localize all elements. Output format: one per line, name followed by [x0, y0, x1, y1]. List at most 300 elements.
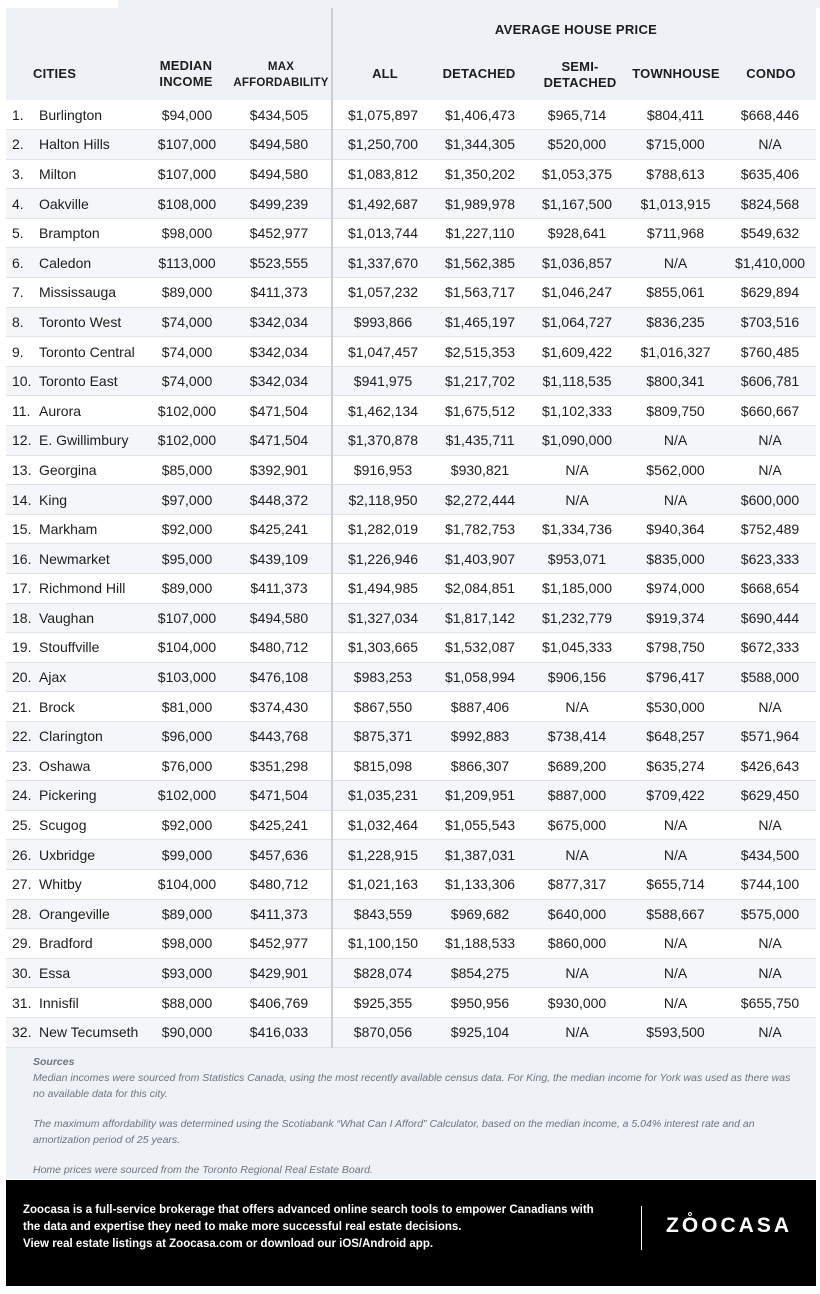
price-townhouse-cell: N/A [627, 929, 724, 959]
price-condo-cell: $600,000 [724, 485, 816, 515]
price-condo-cell: N/A [724, 810, 816, 840]
max-affordability-cell: $452,977 [227, 929, 332, 959]
price-semi-detached-cell: $860,000 [527, 929, 627, 959]
price-semi-detached-cell: $877,317 [527, 869, 627, 899]
price-condo-cell: $760,485 [724, 337, 816, 367]
price-condo-cell: $744,100 [724, 869, 816, 899]
price-semi-detached-cell: $675,000 [527, 810, 627, 840]
header-cities: CITIES [33, 66, 77, 81]
max-affordability-cell: $476,108 [227, 662, 332, 692]
price-semi-detached-cell: N/A [527, 455, 627, 485]
zoocasa-logo: ZO̊OCASA [666, 1214, 792, 1237]
price-detached-cell: $1,532,087 [433, 633, 527, 663]
price-all-cell: $1,337,670 [332, 248, 433, 278]
sources-section [6, 1048, 816, 1179]
row-number-cell: 19. [6, 633, 37, 663]
row-number-cell: 7. [6, 278, 37, 308]
header-detached: DETACHED [442, 66, 516, 81]
median-income-cell: $104,000 [147, 633, 227, 663]
header-all: ALL [372, 66, 398, 81]
price-townhouse-cell: $919,374 [627, 603, 724, 633]
price-semi-detached-cell: $953,071 [527, 544, 627, 574]
median-income-cell: $74,000 [147, 366, 227, 396]
price-condo-cell: $629,894 [724, 278, 816, 308]
max-affordability-cell: $416,033 [227, 1017, 332, 1047]
price-townhouse-cell: $588,667 [627, 899, 724, 929]
price-townhouse-cell: $855,061 [627, 278, 724, 308]
max-affordability-cell: $392,901 [227, 455, 332, 485]
table-row [6, 958, 816, 988]
max-affordability-cell: $448,372 [227, 485, 332, 515]
max-affordability-cell: $494,580 [227, 159, 332, 189]
median-income-cell: $99,000 [147, 840, 227, 870]
median-income-cell: $92,000 [147, 810, 227, 840]
city-name-cell: Milton [37, 159, 147, 189]
max-affordability-cell: $342,034 [227, 337, 332, 367]
price-semi-detached-cell: $738,414 [527, 721, 627, 751]
median-income-cell: $108,000 [147, 189, 227, 219]
city-name-cell: Oshawa [37, 751, 147, 781]
price-semi-detached-cell: N/A [527, 692, 627, 722]
price-detached-cell: $1,435,711 [433, 426, 527, 456]
sources-line-1: Median incomes were sourced from Statistics Canada, using the most recently available census data. For King, the median income for York was used as there was no available data for this city. [33, 1071, 791, 1100]
price-semi-detached-cell: $1,046,247 [527, 278, 627, 308]
price-townhouse-cell: N/A [627, 810, 724, 840]
price-condo-cell: $549,632 [724, 218, 816, 248]
footer-line-3: View real estate listings at Zoocasa.com or download our iOS/Android app. [23, 1238, 434, 1250]
price-townhouse-cell: $648,257 [627, 721, 724, 751]
price-condo-cell: $623,333 [724, 544, 816, 574]
row-number-cell: 1. [6, 100, 37, 130]
median-income-cell: $92,000 [147, 514, 227, 544]
price-condo-cell: $635,406 [724, 159, 816, 189]
city-name-cell: New Tecumseth [37, 1017, 147, 1047]
median-income-cell: $107,000 [147, 603, 227, 633]
table-row [6, 396, 816, 426]
max-affordability-cell: $494,580 [227, 603, 332, 633]
price-detached-cell: $1,209,951 [433, 781, 527, 811]
price-townhouse-cell: $835,000 [627, 544, 724, 574]
table-row [6, 751, 816, 781]
table-row [6, 692, 816, 722]
price-all-cell: $1,303,665 [332, 633, 433, 663]
price-townhouse-cell: N/A [627, 988, 724, 1018]
median-income-cell: $102,000 [147, 426, 227, 456]
header-max-affordability [231, 59, 331, 91]
price-townhouse-cell: $940,364 [627, 514, 724, 544]
city-name-cell: Toronto West [37, 307, 147, 337]
median-income-cell: $85,000 [147, 455, 227, 485]
price-townhouse-cell: $715,000 [627, 130, 724, 160]
price-detached-cell: $887,406 [433, 692, 527, 722]
footer-line-2: the data and expertise they need to make more successful real estate decisions. [23, 1221, 462, 1233]
city-name-cell: Markham [37, 514, 147, 544]
max-affordability-cell: $342,034 [227, 307, 332, 337]
city-name-cell: Mississauga [37, 278, 147, 308]
median-income-cell: $107,000 [147, 159, 227, 189]
price-detached-cell: $1,227,110 [433, 218, 527, 248]
max-affordability-cell: $411,373 [227, 574, 332, 604]
table-row [6, 840, 816, 870]
row-number-cell: 27. [6, 869, 37, 899]
price-all-cell: $1,047,457 [332, 337, 433, 367]
header-condo: CONDO [746, 66, 796, 81]
table-row [6, 662, 816, 692]
max-affordability-cell: $443,768 [227, 721, 332, 751]
median-income-cell: $93,000 [147, 958, 227, 988]
price-semi-detached-cell: $1,334,736 [527, 514, 627, 544]
city-name-cell: Whitby [37, 869, 147, 899]
price-all-cell: $1,327,034 [332, 603, 433, 633]
price-condo-cell: $1,410,000 [724, 248, 816, 278]
price-all-cell: $916,953 [332, 455, 433, 485]
price-detached-cell: $992,883 [433, 721, 527, 751]
row-number-cell: 14. [6, 485, 37, 515]
median-income-cell: $97,000 [147, 485, 227, 515]
price-all-cell: $2,118,950 [332, 485, 433, 515]
max-affordability-cell: $523,555 [227, 248, 332, 278]
header-median-income-line2: INCOME [159, 74, 213, 89]
city-name-cell: Ajax [37, 662, 147, 692]
row-number-cell: 13. [6, 455, 37, 485]
row-number-cell: 2. [6, 130, 37, 160]
row-number-cell: 29. [6, 929, 37, 959]
row-number-cell: 32. [6, 1017, 37, 1047]
price-semi-detached-cell: N/A [527, 1017, 627, 1047]
table-row [6, 100, 816, 130]
price-detached-cell: $1,055,543 [433, 810, 527, 840]
price-detached-cell: $1,344,305 [433, 130, 527, 160]
median-income-cell: $95,000 [147, 544, 227, 574]
max-affordability-cell: $457,636 [227, 840, 332, 870]
price-semi-detached-cell: $887,000 [527, 781, 627, 811]
median-income-cell: $113,000 [147, 248, 227, 278]
table-row [6, 899, 816, 929]
city-name-cell: Uxbridge [37, 840, 147, 870]
price-semi-detached-cell: $928,641 [527, 218, 627, 248]
table-row [6, 366, 816, 396]
price-townhouse-cell: $1,016,327 [627, 337, 724, 367]
price-condo-cell: $672,333 [724, 633, 816, 663]
max-affordability-cell: $480,712 [227, 869, 332, 899]
price-townhouse-cell: $562,000 [627, 455, 724, 485]
max-affordability-cell: $471,504 [227, 396, 332, 426]
header-semi-detached [530, 59, 630, 91]
price-detached-cell: $854,275 [433, 958, 527, 988]
price-townhouse-cell: $800,341 [627, 366, 724, 396]
median-income-cell: $89,000 [147, 574, 227, 604]
price-semi-detached-cell: N/A [527, 958, 627, 988]
price-semi-detached-cell: $1,045,333 [527, 633, 627, 663]
price-semi-detached-cell: $1,053,375 [527, 159, 627, 189]
price-condo-cell: $690,444 [724, 603, 816, 633]
price-all-cell: $843,559 [332, 899, 433, 929]
row-number-cell: 9. [6, 337, 37, 367]
price-all-cell: $1,228,915 [332, 840, 433, 870]
price-condo-cell: N/A [724, 455, 816, 485]
header-median-income [146, 58, 226, 90]
price-detached-cell: $969,682 [433, 899, 527, 929]
price-detached-cell: $1,989,978 [433, 189, 527, 219]
table-row [6, 929, 816, 959]
row-number-cell: 28. [6, 899, 37, 929]
city-name-cell: Essa [37, 958, 147, 988]
city-name-cell: Clarington [37, 721, 147, 751]
row-number-cell: 11. [6, 396, 37, 426]
price-semi-detached-cell: $689,200 [527, 751, 627, 781]
max-affordability-cell: $351,298 [227, 751, 332, 781]
price-all-cell: $983,253 [332, 662, 433, 692]
data-table [6, 100, 816, 1048]
price-townhouse-cell: $530,000 [627, 692, 724, 722]
table-row [6, 810, 816, 840]
row-number-cell: 25. [6, 810, 37, 840]
price-all-cell: $1,100,150 [332, 929, 433, 959]
max-affordability-cell: $425,241 [227, 810, 332, 840]
table-header [6, 8, 816, 100]
price-all-cell: $1,282,019 [332, 514, 433, 544]
price-detached-cell: $950,956 [433, 988, 527, 1018]
price-semi-detached-cell: $906,156 [527, 662, 627, 692]
median-income-cell: $104,000 [147, 869, 227, 899]
price-condo-cell: N/A [724, 130, 816, 160]
price-all-cell: $1,013,744 [332, 218, 433, 248]
price-townhouse-cell: N/A [627, 840, 724, 870]
price-all-cell: $1,462,134 [332, 396, 433, 426]
city-name-cell: Vaughan [37, 603, 147, 633]
max-affordability-cell: $494,580 [227, 130, 332, 160]
table-row [6, 307, 816, 337]
city-name-cell: Georgina [37, 455, 147, 485]
price-detached-cell: $2,515,353 [433, 337, 527, 367]
city-name-cell: Bradford [37, 929, 147, 959]
price-detached-cell: $1,562,385 [433, 248, 527, 278]
median-income-cell: $107,000 [147, 130, 227, 160]
price-detached-cell: $1,406,473 [433, 100, 527, 130]
price-all-cell: $925,355 [332, 988, 433, 1018]
row-number-cell: 22. [6, 721, 37, 751]
price-condo-cell: $703,516 [724, 307, 816, 337]
max-affordability-cell: $411,373 [227, 899, 332, 929]
row-number-cell: 30. [6, 958, 37, 988]
price-detached-cell: $1,217,702 [433, 366, 527, 396]
header-median-income-line1: MEDIAN [159, 58, 213, 73]
max-affordability-cell: $425,241 [227, 514, 332, 544]
max-affordability-cell: $471,504 [227, 781, 332, 811]
row-number-cell: 3. [6, 159, 37, 189]
table-body [6, 100, 816, 1047]
city-name-cell: E. Gwillimbury [37, 426, 147, 456]
max-affordability-cell: $374,430 [227, 692, 332, 722]
city-name-cell: Brock [37, 692, 147, 722]
median-income-cell: $102,000 [147, 396, 227, 426]
table-row [6, 485, 816, 515]
price-all-cell: $1,492,687 [332, 189, 433, 219]
price-semi-detached-cell: N/A [527, 840, 627, 870]
median-income-cell: $88,000 [147, 988, 227, 1018]
table-row [6, 248, 816, 278]
city-name-cell: Orangeville [37, 899, 147, 929]
row-number-cell: 23. [6, 751, 37, 781]
price-semi-detached-cell: $1,090,000 [527, 426, 627, 456]
price-townhouse-cell: $804,411 [627, 100, 724, 130]
price-detached-cell: $1,675,512 [433, 396, 527, 426]
table-row [6, 337, 816, 367]
sources-line-3: Home prices were sourced from the Toronto Regional Real Estate Board. [33, 1163, 373, 1176]
sources-line-2: The maximum affordability was determined using the Scotiabank “What Can I Afford” Calculator, based on the median income, a 5.04% interest rate and an amortization period of 25 years. [33, 1117, 755, 1146]
price-condo-cell: $668,446 [724, 100, 816, 130]
price-condo-cell: $575,000 [724, 899, 816, 929]
price-detached-cell: $1,188,533 [433, 929, 527, 959]
table-row [6, 514, 816, 544]
price-townhouse-cell: $836,235 [627, 307, 724, 337]
price-townhouse-cell: N/A [627, 958, 724, 988]
price-townhouse-cell: N/A [627, 426, 724, 456]
row-number-cell: 5. [6, 218, 37, 248]
city-name-cell: Aurora [37, 396, 147, 426]
price-condo-cell: $660,667 [724, 396, 816, 426]
header-semi-detached-line1: SEMI- [561, 59, 599, 74]
city-name-cell: Halton Hills [37, 130, 147, 160]
max-affordability-cell: $342,034 [227, 366, 332, 396]
footer-line-1: Zoocasa is a full-service brokerage that offers advanced online search tools to empower Canadians with [23, 1204, 594, 1216]
price-detached-cell: $1,058,994 [433, 662, 527, 692]
price-condo-cell: N/A [724, 692, 816, 722]
row-number-cell: 26. [6, 840, 37, 870]
max-affordability-cell: $471,504 [227, 426, 332, 456]
table-row [6, 218, 816, 248]
table-row [6, 426, 816, 456]
city-name-cell: Toronto Central [37, 337, 147, 367]
price-condo-cell: N/A [724, 426, 816, 456]
price-all-cell: $941,975 [332, 366, 433, 396]
price-detached-cell: $866,307 [433, 751, 527, 781]
row-number-cell: 18. [6, 603, 37, 633]
price-condo-cell: $668,654 [724, 574, 816, 604]
price-townhouse-cell: $1,013,915 [627, 189, 724, 219]
price-condo-cell: $588,000 [724, 662, 816, 692]
header-divider [331, 8, 333, 100]
price-semi-detached-cell: $1,609,422 [527, 337, 627, 367]
price-townhouse-cell: $809,750 [627, 396, 724, 426]
max-affordability-cell: $480,712 [227, 633, 332, 663]
row-number-cell: 12. [6, 426, 37, 456]
table-row [6, 603, 816, 633]
city-name-cell: Newmarket [37, 544, 147, 574]
price-semi-detached-cell: $1,232,779 [527, 603, 627, 633]
price-townhouse-cell: $709,422 [627, 781, 724, 811]
table-row [6, 781, 816, 811]
city-name-cell: King [37, 485, 147, 515]
price-detached-cell: $1,782,753 [433, 514, 527, 544]
median-income-cell: $90,000 [147, 1017, 227, 1047]
price-all-cell: $1,032,464 [332, 810, 433, 840]
max-affordability-cell: $429,901 [227, 958, 332, 988]
price-semi-detached-cell: $640,000 [527, 899, 627, 929]
city-name-cell: Innisfil [37, 988, 147, 1018]
price-semi-detached-cell: $965,714 [527, 100, 627, 130]
price-detached-cell: $1,403,907 [433, 544, 527, 574]
affordability-table-card [6, 8, 816, 1179]
price-townhouse-cell: $788,613 [627, 159, 724, 189]
table-row [6, 633, 816, 663]
city-name-cell: Caledon [37, 248, 147, 278]
price-condo-cell: $434,500 [724, 840, 816, 870]
median-income-cell: $98,000 [147, 929, 227, 959]
table-row [6, 130, 816, 160]
city-name-cell: Toronto East [37, 366, 147, 396]
price-condo-cell: N/A [724, 929, 816, 959]
avg-house-price-heading: AVERAGE HOUSE PRICE [494, 22, 658, 37]
footer-divider [641, 1206, 642, 1250]
row-number-cell: 4. [6, 189, 37, 219]
price-condo-cell: $752,489 [724, 514, 816, 544]
price-condo-cell: $655,750 [724, 988, 816, 1018]
top-strip [118, 0, 820, 8]
price-townhouse-cell: $974,000 [627, 574, 724, 604]
price-condo-cell: $571,964 [724, 721, 816, 751]
price-all-cell: $1,226,946 [332, 544, 433, 574]
price-detached-cell: $2,084,851 [433, 574, 527, 604]
price-townhouse-cell: $796,417 [627, 662, 724, 692]
footer-text [23, 1202, 623, 1253]
row-number-cell: 21. [6, 692, 37, 722]
price-all-cell: $870,056 [332, 1017, 433, 1047]
price-condo-cell: $426,643 [724, 751, 816, 781]
city-name-cell: Oakville [37, 189, 147, 219]
max-affordability-cell: $499,239 [227, 189, 332, 219]
price-semi-detached-cell: $1,102,333 [527, 396, 627, 426]
price-all-cell: $1,021,163 [332, 869, 433, 899]
max-affordability-cell: $439,109 [227, 544, 332, 574]
header-townhouse: TOWNHOUSE [632, 66, 720, 81]
price-all-cell: $1,494,985 [332, 574, 433, 604]
median-income-cell: $76,000 [147, 751, 227, 781]
price-all-cell: $1,250,700 [332, 130, 433, 160]
city-name-cell: Pickering [37, 781, 147, 811]
price-all-cell: $828,074 [332, 958, 433, 988]
price-all-cell: $1,083,812 [332, 159, 433, 189]
row-number-cell: 15. [6, 514, 37, 544]
price-townhouse-cell: N/A [627, 248, 724, 278]
max-affordability-cell: $406,769 [227, 988, 332, 1018]
sources-title: Sources [33, 1055, 75, 1068]
header-max-affordability-line1: MAX [267, 61, 295, 73]
price-detached-cell: $1,465,197 [433, 307, 527, 337]
price-detached-cell: $2,272,444 [433, 485, 527, 515]
header-semi-detached-line2: DETACHED [543, 75, 617, 90]
price-townhouse-cell: N/A [627, 485, 724, 515]
price-condo-cell: $824,568 [724, 189, 816, 219]
median-income-cell: $81,000 [147, 692, 227, 722]
table-row [6, 869, 816, 899]
table-row [6, 189, 816, 219]
price-all-cell: $875,371 [332, 721, 433, 751]
price-all-cell: $867,550 [332, 692, 433, 722]
row-number-cell: 6. [6, 248, 37, 278]
price-semi-detached-cell: $1,064,727 [527, 307, 627, 337]
price-all-cell: $815,098 [332, 751, 433, 781]
price-semi-detached-cell: $1,185,000 [527, 574, 627, 604]
price-detached-cell: $925,104 [433, 1017, 527, 1047]
price-semi-detached-cell: N/A [527, 485, 627, 515]
price-detached-cell: $1,387,031 [433, 840, 527, 870]
median-income-cell: $98,000 [147, 218, 227, 248]
price-all-cell: $993,866 [332, 307, 433, 337]
median-income-cell: $74,000 [147, 337, 227, 367]
price-townhouse-cell: $711,968 [627, 218, 724, 248]
price-detached-cell: $930,821 [433, 455, 527, 485]
